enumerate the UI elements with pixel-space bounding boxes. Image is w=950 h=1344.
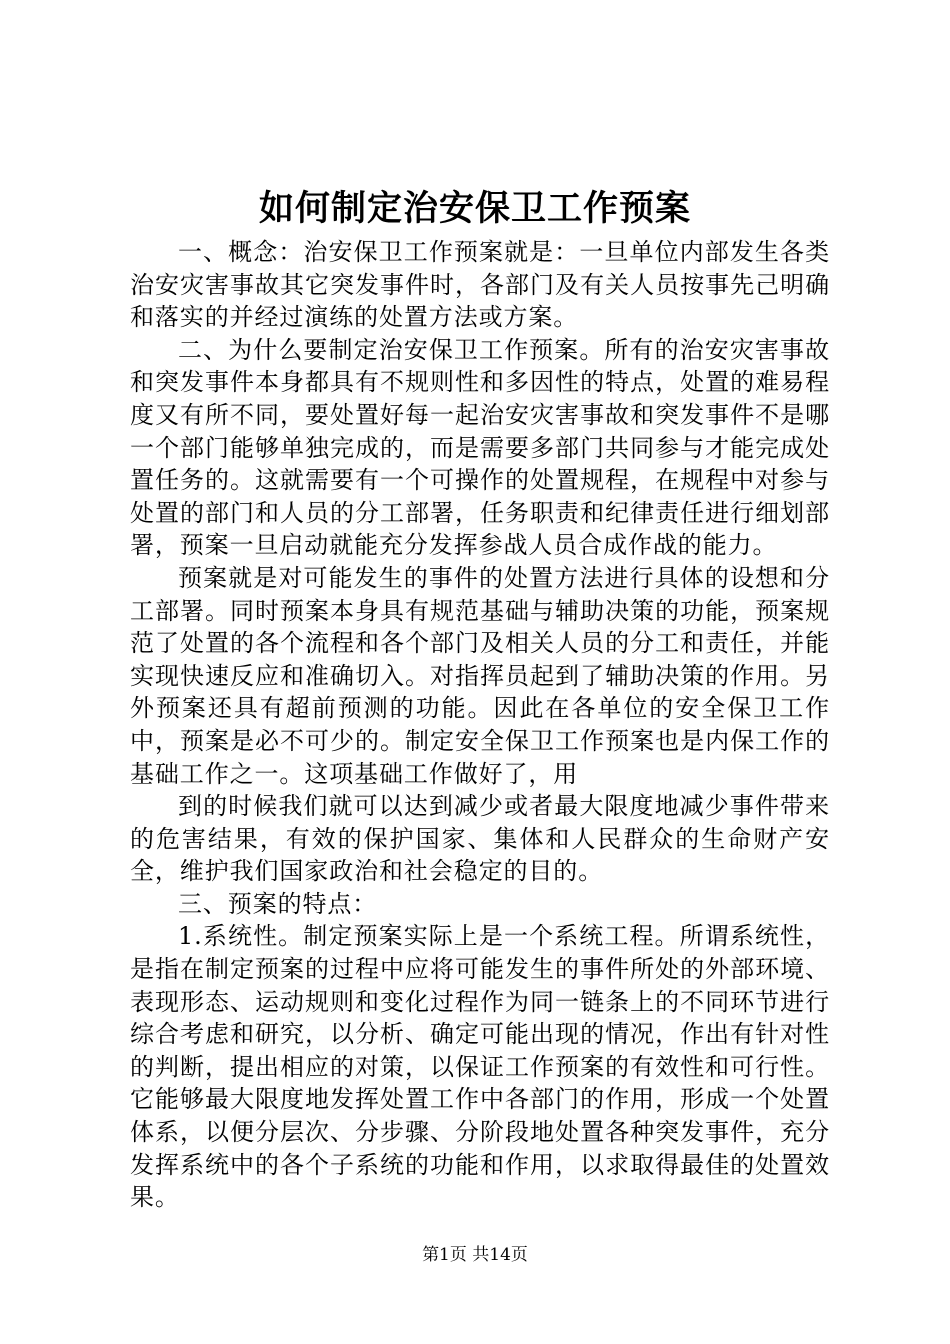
- document-body: [130, 236, 830, 1214]
- paragraph-definition: 预案就是对可能发生的事件的处置方法进行具体的设想和分工部署。同时预案本身具有规范基础与辅助决策的功能，预案规范了处置的各个流程和各个部门及相关人员的分工和责任，并能实现快速反应和准确切入。对指挥员起到了辅助决策的作用。另外预案还具有超前预测的功能。因此在各单位的安全保卫工作中，预案是必不可少的。制定安全保卫工作预案也是内保工作的基础工作之一。这项基础工作做好了，用: [130, 563, 830, 788]
- document-title: 如何制定治安保卫工作预案: [258, 188, 691, 229]
- paragraph-systematic: 1.系统性。制定预案实际上是一个系统工程。所谓系统性，是指在制定预案的过程中应将可能发生的事件所处的外部环境、表现形态、运动规则和变化过程作为同一链条上的不同环节进行综合考虑和研究，以分析、确定可能出现的情况，作出有针对性的判断，提出相应的对策，以保证工作预案的有效性和可行性。它能够最大限度地发挥处置工作中各部门的作用，形成一个处置体系，以便分层次、分步骤、分阶段地处置各种突发事件，充分发挥系统中的各个子系统的功能和作用，以求取得最佳的处置效果。: [130, 922, 830, 1212]
- paragraph-concept: 一、概念：治安保卫工作预案就是：一旦单位内部发生各类治安灾害事故其它突发事件时，各部门及有关人员按事先己明确和落实的并经过演练的处置方法或方案。: [130, 238, 830, 332]
- paragraph-features-heading: 三、预案的特点：: [178, 889, 378, 918]
- paragraph-why: 二、为什么要制定治安保卫工作预案。所有的治安灾害事故和突发事件本身都具有不规则性和多因性的特点，处置的难易程度又有所不同，要处置好每一起治安灾害事故和突发事件不是哪一个部门能够单独完成的，而是需要多部门共同参与才能完成处置任务的。这就需要有一个可操作的处置规程，在规程中对参与处置的部门和人员的分工部署，任务职责和纪律责任进行细划部署，预案一旦启动就能充分发挥参战人员合成作战的能力。: [130, 335, 830, 560]
- paragraph-continuation: 到的时候我们就可以达到减少或者最大限度地减少事件带来的危害结果，有效的保护国家、集体和人民群众的生命财产安全，维护我们国家政治和社会稳定的目的。: [130, 792, 830, 886]
- page-number-footer: 第1页 共14页: [422, 1245, 528, 1265]
